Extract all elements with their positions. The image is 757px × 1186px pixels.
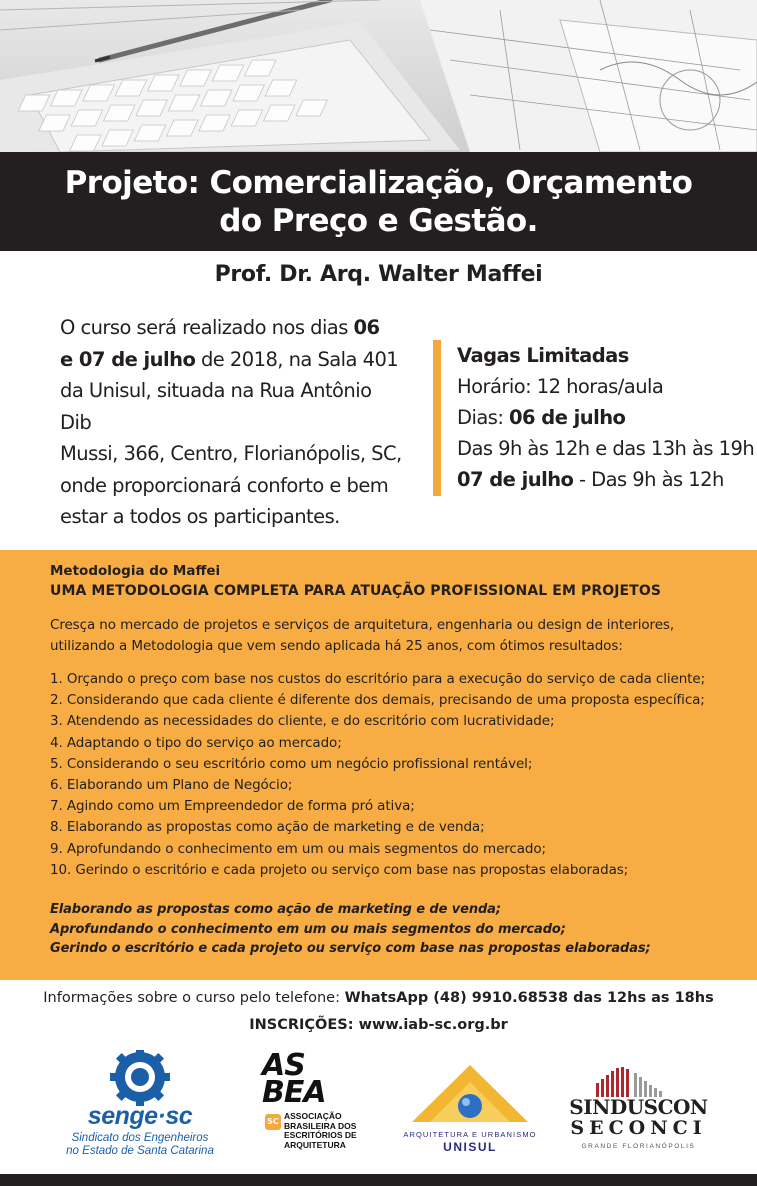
methodology-heading: Metodologia do Maffei <box>50 563 221 579</box>
sinduscon-region: GRANDE FLORIANÓPOLIS <box>581 1143 696 1150</box>
desc-text-1: O curso será realizado nos dias <box>60 316 354 339</box>
gear-icon <box>60 1050 220 1106</box>
unisul-tagline: ARQUITETURA E URBANISMO <box>403 1130 537 1139</box>
hero-image <box>0 0 757 152</box>
list-item: 1. Orçando o preço com base nos custos do escritório para a execução do serviço de cada cliente; <box>50 671 706 687</box>
asbea-mark-line-1: AS <box>262 1048 305 1083</box>
list-item: 8. Elaborando as propostas como ação de marketing e de venda; <box>50 819 485 836</box>
desc-bold-date-1: 06 <box>353 316 380 339</box>
asbea-text-2: BRASILEIRA DOS <box>284 1120 357 1131</box>
methodology-panel <box>0 550 757 980</box>
desc-text-2: de 2018, na Sala 401 <box>195 347 399 371</box>
keyboard-blueprints-illustration <box>0 0 757 152</box>
desc-line-5: onde proporcionará conforto e bem <box>60 473 389 497</box>
desc-line-3: da Unisul, situada na Rua Antônio Dib <box>60 379 372 434</box>
schedule-day-2: 07 de julho <box>457 468 574 491</box>
contact-prefix: Informações sobre o curso pelo telefone: <box>43 990 345 1006</box>
asbea-text-4: ARQUITETURA <box>284 1139 346 1150</box>
list-item: 3. Atendendo as necessidades do cliente, e do escritório com lucratividade; <box>50 713 555 730</box>
senge-subtitle <box>60 1132 220 1158</box>
registration-link[interactable]: INSCRIÇÕES: www.iab-sc.org.br <box>249 1017 508 1033</box>
footer-bar <box>0 1174 757 1186</box>
whatsapp-number[interactable]: WhatsApp (48) 9910.68538 das 12hs as 18hs <box>344 990 714 1006</box>
methodology-subheading: UMA METODOLOGIA COMPLETA PARA ATUAÇÃO PROFISSIONAL EM PROJETOS <box>50 583 662 599</box>
schedule-day-1: 06 de julho <box>509 406 626 429</box>
schedule-days-label: Dias: <box>457 406 510 429</box>
title-band <box>0 152 757 251</box>
building-skyline-icon <box>566 1065 711 1097</box>
asbea-mark <box>262 1048 326 1110</box>
asbea-text <box>284 1112 357 1150</box>
list-item: 9. Aprofundando o conhecimento em um ou mais segmentos do mercado; <box>50 840 547 857</box>
list-item: 7. Agindo como um Empreendedor de forma pró ativa; <box>50 798 415 815</box>
emphasis-line: Gerindo o escritório e cada projeto ou serviço com base nas propostas elaboradas; <box>50 941 651 956</box>
senge-sc-logo <box>60 1050 230 1160</box>
professor-name: Prof. Dr. Arq. Walter Maffei <box>214 262 543 287</box>
emphasis-line: Elaborando as propostas como ação de marketing e de venda; <box>50 902 501 917</box>
schedule-day-1-times: Das 9h às 12h e das 13h às 19h <box>457 437 755 460</box>
schedule-box <box>457 340 757 495</box>
desc-bold-date-2: e 07 de julho <box>60 347 196 371</box>
asbea-text-3: ESCRITÓRIOS DE <box>284 1130 357 1140</box>
contact-info <box>0 990 757 1006</box>
unisul-name: UNISUL <box>443 1140 497 1154</box>
desc-line-6: estar a todos os participantes. <box>60 505 340 528</box>
list-item: 6. Elaborando um Plano de Negócio; <box>50 777 293 794</box>
asbea-text-1: ASSOCIAÇÃO <box>284 1111 342 1121</box>
schedule-heading: Vagas Limitadas <box>457 344 629 367</box>
asbea-mark-line-2: BEA <box>262 1075 326 1110</box>
emphasis-line: Aprofundando o conhecimento em um ou mais segmentos do mercado; <box>50 921 566 937</box>
title-line-1: Projeto: Comercialização, Orçamento <box>64 164 693 201</box>
senge-subtitle-2: no Estado de Santa Catarina <box>66 1145 214 1157</box>
schedule-hours: Horário: 12 horas/aula <box>457 375 664 398</box>
schedule-day-2-times: - Das 9h às 12h <box>573 468 724 491</box>
schedule-accent-bar <box>433 340 441 496</box>
list-item: 5. Considerando o seu escritório como um negócio profissional rentável; <box>50 755 533 772</box>
senge-subtitle-1: Sindicato dos Engenheiros <box>71 1132 209 1144</box>
desc-line-4: Mussi, 366, Centro, Florianópolis, SC, <box>60 442 402 465</box>
list-item: 2. Considerando que cada cliente é diferente dos demais, precisando de uma proposta específica; <box>50 692 705 709</box>
seconci-name: SECONCI <box>570 1117 707 1139</box>
unisul-logo <box>400 1060 540 1160</box>
methodology-intro: Cresça no mercado de projetos e serviços de arquitetura, engenharia ou design de interiores, utilizando a Metodologia que vem sendo aplicada há 25 anos, com ótimos resultados: <box>50 617 675 654</box>
sinduscon-name: SINDUSCON <box>569 1095 708 1119</box>
title-line-2: do Preço e Gestão. <box>219 202 538 239</box>
sinduscon-seconci-logo <box>566 1065 711 1160</box>
asbea-sc-badge: SC <box>265 1114 281 1130</box>
senge-name: senge·sc <box>87 1102 193 1130</box>
methodology-list <box>50 669 750 881</box>
list-item: 4. Adaptando o tipo do serviço ao mercado; <box>50 734 342 751</box>
list-item: 10. Gerindo o escritório e cada projeto ou serviço com base nas propostas elaboradas; <box>50 861 629 878</box>
unisul-emblem-icon <box>400 1060 540 1130</box>
asbea-logo <box>262 1048 372 1162</box>
course-description <box>60 312 405 533</box>
methodology-emphasis <box>50 900 750 959</box>
